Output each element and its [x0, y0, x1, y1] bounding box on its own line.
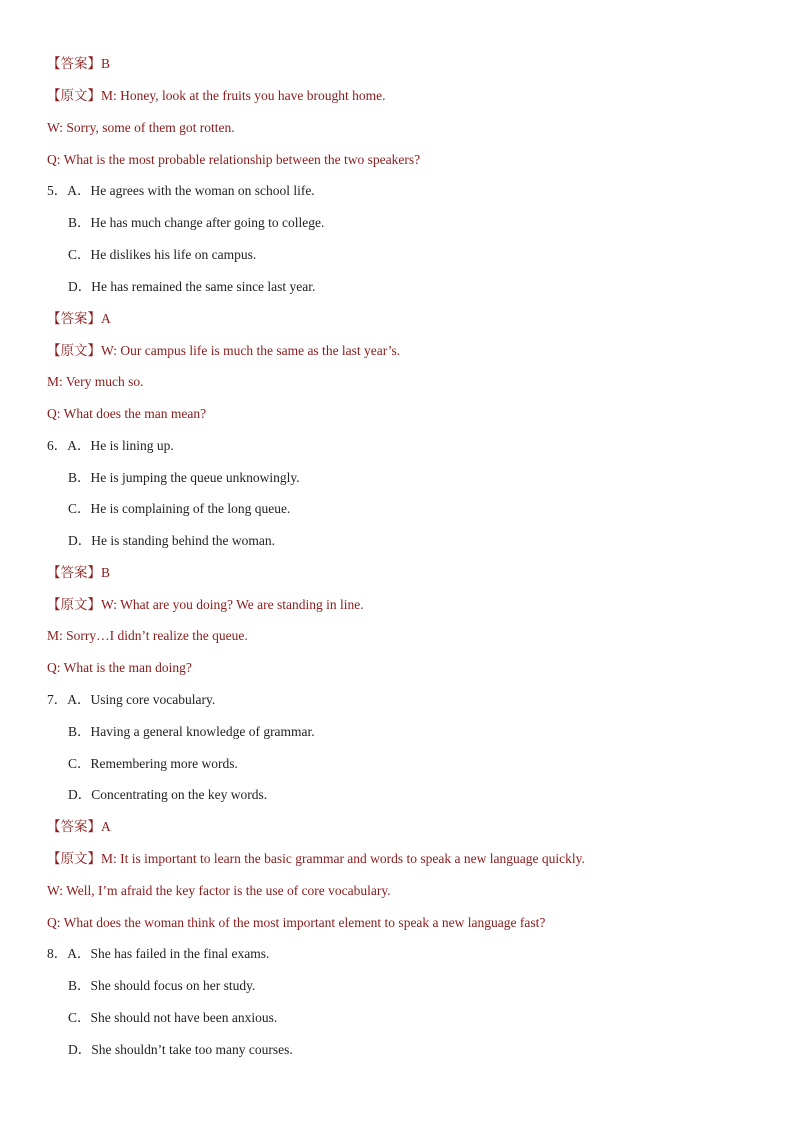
option-line: D．She shouldn’t take too many courses. [68, 1042, 293, 1057]
transcript-line: W: Well, I’m afraid the key factor is the use of core vocabulary. [47, 883, 391, 898]
answer-line-q5: 【答案】A [47, 311, 111, 326]
transcript-line: 【原文】W: What are you doing? We are standing in line. [47, 597, 364, 612]
question-7: 7．A．Using core vocabulary. [47, 692, 216, 707]
option-line: D．He has remained the same since last year. [68, 279, 316, 294]
transcript-line: M: Very much so. [47, 374, 144, 389]
transcript-line: M: Sorry…I didn’t realize the queue. [47, 628, 248, 643]
answer-line-q7: 【答案】A [47, 819, 111, 834]
transcript-question: Q: What is the man doing? [47, 660, 192, 675]
option-line: B．She should focus on her study. [68, 978, 256, 993]
transcript-line: W: Sorry, some of them got rotten. [47, 120, 235, 135]
option-line: C．She should not have been anxious. [68, 1010, 278, 1025]
transcript-question: Q: What is the most probable relationship between the two speakers? [47, 152, 421, 167]
transcript-line: 【原文】W: Our campus life is much the same as the last year’s. [47, 343, 401, 358]
option-line: D．He is standing behind the woman. [68, 533, 275, 548]
answer-line-q4: 【答案】B [47, 56, 111, 71]
option-line: C．He is complaining of the long queue. [68, 501, 291, 516]
option-line: B．He is jumping the queue unknowingly. [68, 470, 300, 485]
option-line: D．Concentrating on the key words. [68, 787, 268, 802]
option-line: C．He dislikes his life on campus. [68, 247, 257, 262]
transcript-line: 【原文】M: Honey, look at the fruits you have brought home. [47, 88, 386, 103]
question-6: 6．A．He is lining up. [47, 438, 174, 453]
option-line: C．Remembering more words. [68, 756, 238, 771]
transcript-question: Q: What does the man mean? [47, 406, 207, 421]
option-line: B．Having a general knowledge of grammar. [68, 724, 315, 739]
question-8: 8．A．She has failed in the final exams. [47, 946, 270, 961]
transcript-line: 【原文】M: It is important to learn the basic grammar and words to speak a new language quickly. [47, 851, 585, 866]
transcript-question: Q: What does the woman think of the most important element to speak a new language fast? [47, 915, 546, 930]
answer-line-q6: 【答案】B [47, 565, 111, 580]
question-5: 5．A．He agrees with the woman on school life. [47, 183, 315, 198]
option-line: B．He has much change after going to college. [68, 215, 325, 230]
